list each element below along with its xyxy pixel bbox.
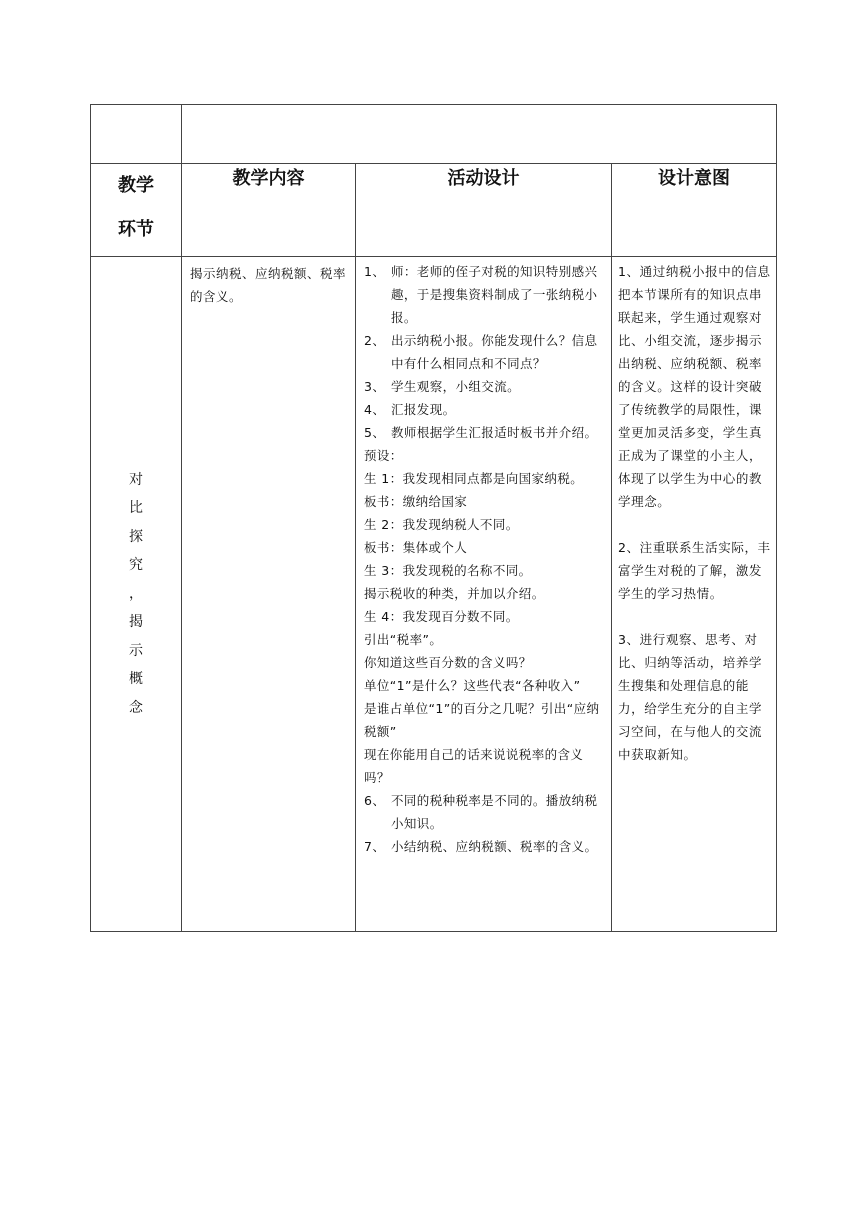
activity-item-number: 4、 <box>364 402 386 417</box>
stage-char: 比 <box>129 500 143 517</box>
intent-spacer <box>618 513 772 536</box>
activity-item-text: 汇报发现。 <box>391 402 456 417</box>
intent-paragraph: 3、进行观察、思考、对比、归纳等活动，培养学生搜集和处理信息的能力，给学生充分的自主学习空间，在与他人的交流中获取新知。 <box>618 632 763 762</box>
activity-item-number: 7、 <box>364 839 386 854</box>
activity-item-text: 教师根据学生汇报适时板书并介绍。 <box>391 425 598 440</box>
activity-item-text: 不同的税种税率是不同的。播放纳税小知识。 <box>391 793 598 831</box>
empty-top-row <box>91 105 777 164</box>
activity-line: 你知道这些百分数的含义吗？ <box>364 655 532 670</box>
header-intent: 设计意图 <box>612 164 777 257</box>
activity-line: 预设： <box>364 448 403 463</box>
stage-char: 念 <box>129 699 143 716</box>
stage-char: 揭 <box>129 614 143 631</box>
activity-cell <box>356 257 612 932</box>
empty-cell-left <box>91 105 182 164</box>
body-row <box>91 257 777 932</box>
activity-line: 揭示税收的种类，并加以介绍。 <box>364 586 545 601</box>
activity-line: 板书：集体或个人 <box>364 540 468 555</box>
intent-paragraph: 2、注重联系生活实际，丰富学生对税的了解，激发学生的学习热情。 <box>618 540 771 601</box>
stage-char: 探 <box>129 528 143 545</box>
activity-line: 生 2：我发现纳税人不同。 <box>364 517 519 532</box>
activity-item-text: 学生观察，小组交流。 <box>391 379 521 394</box>
intent-cell <box>612 257 777 932</box>
activity-item <box>364 260 607 329</box>
activity-item-number: 6、 <box>364 793 386 808</box>
activity-item-text: 小结纳税、应纳税额、税率的含义。 <box>391 839 598 854</box>
content-cell <box>182 257 356 932</box>
activity-line: 生 4：我发现百分数不同。 <box>364 609 519 624</box>
activity-line: 生 1：我发现相同点都是向国家纳税。 <box>364 471 584 486</box>
activity-item-text: 出示纳税小报。你能发现什么？信息中有什么相同点和不同点？ <box>391 333 598 371</box>
stage-char: 究 <box>129 557 143 574</box>
activity-line: 引出“税率”。 <box>364 632 443 647</box>
header-activity: 活动设计 <box>356 164 612 257</box>
activity-item <box>364 835 607 858</box>
activity-line: 板书：缴纳给国家 <box>364 494 468 509</box>
activity-item <box>364 789 607 835</box>
stage-name <box>91 466 181 723</box>
intent-paragraph: 1、通过纳税小报中的信息把本节课所有的知识点串联起来，学生通过观察对比、小组交流，逐步揭示出纳税、应纳税额、税率的含义。这样的设计突破了传统教学的局限性，课堂更加灵活多变，学生真正成为了课堂的小主人，体现了以学生为中心的教学理念。 <box>618 264 771 509</box>
activity-item <box>364 329 607 375</box>
stage-char: ， <box>129 585 143 602</box>
header-stage <box>91 164 182 257</box>
intent-spacer <box>618 605 772 628</box>
stage-cell <box>91 257 182 932</box>
activity-item <box>364 375 607 398</box>
header-content: 教学内容 <box>182 164 356 257</box>
activity-item-number: 2、 <box>364 333 386 348</box>
activity-item-number: 3、 <box>364 379 386 394</box>
header-stage-line-1: 教学 <box>118 175 154 196</box>
activity-item <box>364 421 607 444</box>
activity-item <box>364 398 607 421</box>
stage-char: 示 <box>129 642 143 659</box>
activity-line: 是谁占单位“1”的百分之几呢？引出“应纳税额” <box>364 701 600 739</box>
activity-line: 现在你能用自己的话来说说税率的含义吗？ <box>364 747 584 785</box>
activity-item-text: 师：老师的侄子对税的知识特别感兴趣，于是搜集资料制成了一张纳税小报。 <box>391 264 598 325</box>
empty-cell-merged <box>182 105 777 164</box>
header-stage-line-2: 环节 <box>118 219 154 240</box>
activity-line: 生 3：我发现税的名称不同。 <box>364 563 532 578</box>
stage-char: 对 <box>129 471 143 488</box>
activity-line: 单位“1”是什么？这些代表“各种收入” <box>364 678 581 693</box>
content-text: 揭示纳税、应纳税额、税率的含义。 <box>190 266 347 304</box>
header-row <box>91 164 777 257</box>
lesson-plan-table <box>90 104 777 932</box>
activity-item-number: 1、 <box>364 264 386 279</box>
stage-char: 概 <box>129 671 143 688</box>
activity-item-number: 5、 <box>364 425 386 440</box>
